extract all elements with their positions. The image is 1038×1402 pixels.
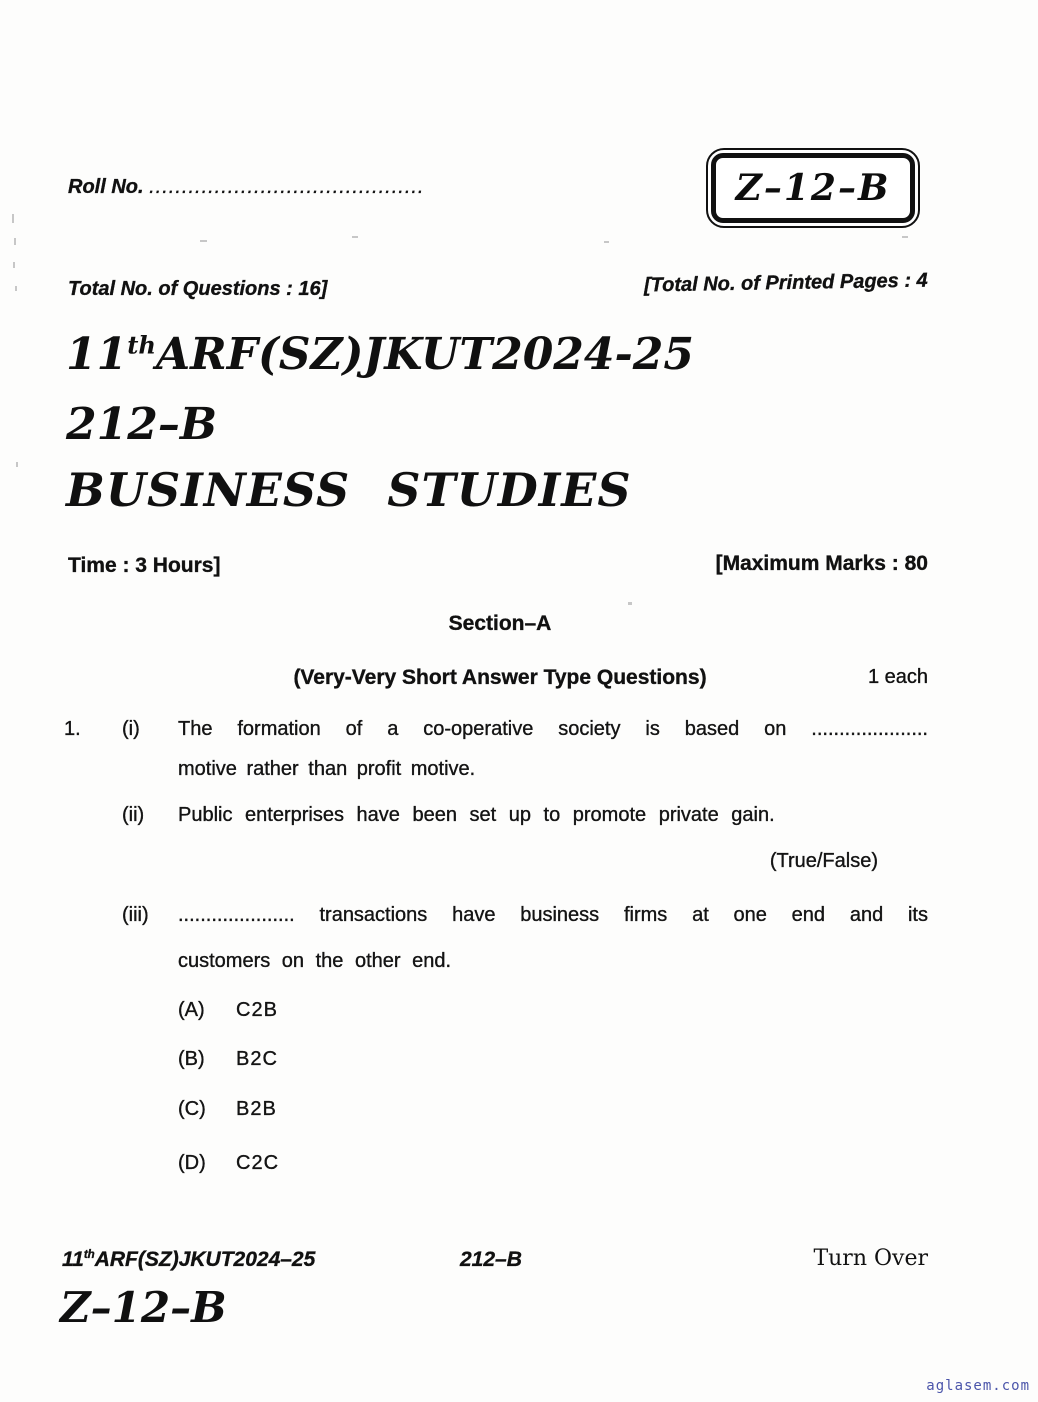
option-c-key: (C) [178, 1098, 206, 1120]
paper-code-badge-text: Z–12–B [711, 153, 915, 223]
footer-reference-base: 11 [62, 1248, 84, 1271]
watermark-text: aglasem.com [926, 1378, 1030, 1394]
footer-paper-reference [62, 1248, 315, 1272]
paper-code-badge [706, 148, 920, 228]
scan-noise-mark [604, 241, 609, 243]
part-iii-text-line2: customers on the other end. [178, 950, 452, 972]
footer-reference-superscript: th [83, 1249, 95, 1261]
option-b-value: B2C [236, 1048, 278, 1070]
roll-number-line [68, 176, 425, 199]
total-pages-note: [Total No. of Printed Pages : 4 [644, 269, 929, 297]
scan-noise-mark [352, 236, 358, 238]
marks-per-question-note: 1 each [867, 666, 928, 688]
scan-noise-mark [15, 286, 17, 291]
part-iii-text-line1: ..................... transactions have business firms at one end and its [178, 904, 928, 926]
option-d-value: C2C [236, 1152, 280, 1174]
roll-number-label: Roll No. [68, 176, 144, 198]
roll-number-dotted-field: .......................................... [149, 176, 425, 198]
maximum-marks: [Maximum Marks : 80 [715, 552, 928, 575]
turn-over-note: Turn Over [813, 1246, 928, 1271]
option-a-value: C2B [236, 999, 278, 1021]
scan-noise-mark [628, 602, 632, 605]
total-questions-note: Total No. of Questions : 16] [68, 278, 328, 300]
option-c-value: B2B [236, 1098, 277, 1120]
exam-title-line1 [66, 330, 694, 381]
exam-title-line1-base: 11 [66, 329, 128, 380]
question-number: 1. [64, 718, 81, 740]
option-d-key: (D) [178, 1152, 206, 1174]
scan-noise-mark [16, 462, 18, 467]
true-false-note: (True/False) [769, 850, 878, 872]
exam-title-line1-rest: ARF(SZ)JKUT2024-25 [156, 329, 695, 380]
option-b-key: (B) [178, 1048, 205, 1070]
section-subheading: (Very-Very Short Answer Type Questions) [293, 666, 707, 689]
scan-noise-mark [14, 238, 16, 245]
part-iii-label: (iii) [122, 904, 149, 926]
part-i-text-line1: The formation of a co-operative society is based on ..................... [178, 718, 928, 740]
time-allowed: Time : 3 Hours] [68, 554, 221, 577]
scan-noise-mark [12, 214, 14, 223]
footer-reference-rest: ARF(SZ)JKUT2024–25 [94, 1248, 316, 1271]
exam-title-line1-superscript: th [127, 330, 156, 360]
paper-set-code: 212–B [66, 399, 218, 450]
part-ii-label: (ii) [122, 804, 145, 826]
section-heading: Section–A [448, 612, 552, 635]
footer-set-code: 212–B [460, 1248, 522, 1271]
scan-noise-mark [902, 236, 908, 238]
subject-title: BUSINESS STUDIES [66, 463, 632, 517]
part-i-text-line2: motive rather than profit motive. [178, 758, 476, 780]
scan-noise-mark [13, 262, 15, 268]
part-i-label: (i) [122, 718, 140, 740]
scan-noise-mark [200, 240, 207, 242]
part-ii-text-line1: Public enterprises have been set up to promote private gain. [178, 804, 775, 826]
option-a-key: (A) [178, 999, 205, 1021]
footer-paper-code: Z–12–B [60, 1283, 227, 1332]
